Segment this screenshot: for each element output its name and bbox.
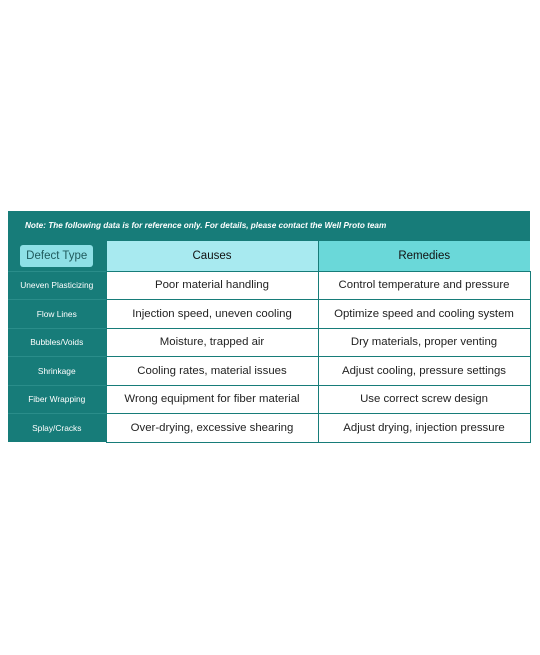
table-row (8, 414, 530, 443)
remedies-cell: Adjust cooling, pressure settings (318, 357, 530, 386)
causes-cell: Cooling rates, material issues (106, 357, 318, 386)
remedies-cell: Optimize speed and cooling system (318, 300, 530, 329)
defect-type-cell: Flow Lines (8, 300, 106, 329)
defect-type-cell: Bubbles/Voids (8, 328, 106, 357)
header-remedies: Remedies (318, 241, 530, 271)
table-row (8, 328, 530, 357)
remedies-cell: Adjust drying, injection pressure (318, 414, 530, 443)
remedies-cell: Dry materials, proper venting (318, 328, 530, 357)
remedies-cell: Control temperature and pressure (318, 271, 530, 300)
defect-type-cell: Fiber Wrapping (8, 385, 106, 414)
defects-table-container (8, 211, 530, 442)
table-row (8, 271, 530, 300)
causes-cell: Over-drying, excessive shearing (106, 414, 318, 443)
defect-type-pill: Defect Type (20, 245, 93, 267)
causes-cell: Poor material handling (106, 271, 318, 300)
table-row (8, 300, 530, 329)
table-row (8, 385, 530, 414)
defect-type-cell: Splay/Cracks (8, 414, 106, 443)
causes-cell: Wrong equipment for fiber material (106, 385, 318, 414)
causes-cell: Injection speed, uneven cooling (106, 300, 318, 329)
reference-note: Note: The following data is for reference only. For details, please contact the Well Proto team (25, 221, 387, 230)
defect-type-cell: Uneven Plasticizing (8, 271, 106, 300)
remedies-cell: Use correct screw design (318, 385, 530, 414)
defect-type-cell: Shrinkage (8, 357, 106, 386)
defects-table (8, 241, 531, 443)
header-causes: Causes (106, 241, 318, 271)
table-row (8, 357, 530, 386)
header-defect-type (8, 241, 106, 271)
table-header-row (8, 241, 530, 271)
causes-cell: Moisture, trapped air (106, 328, 318, 357)
